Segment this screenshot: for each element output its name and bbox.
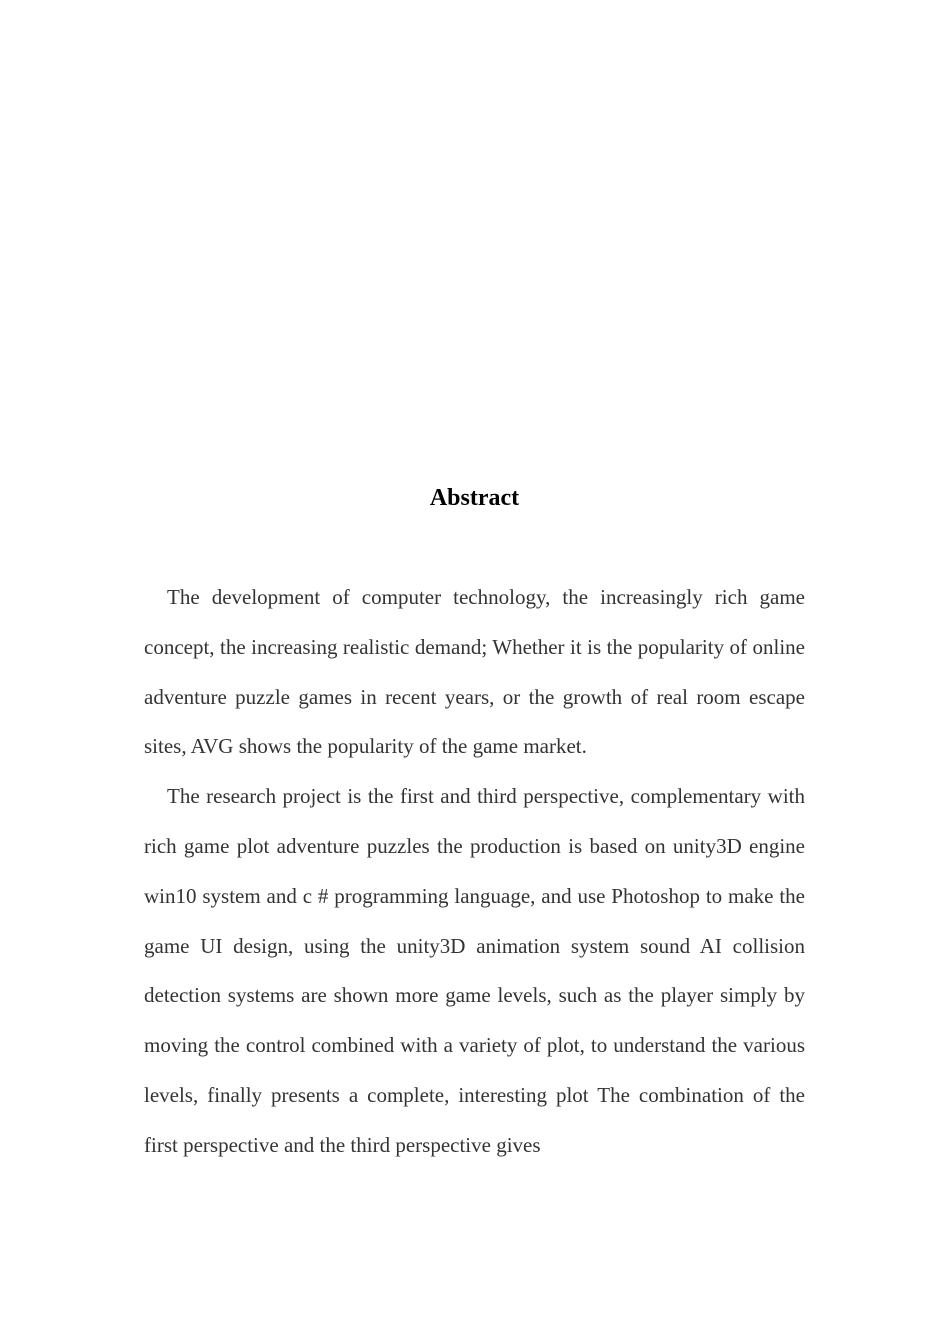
abstract-paragraph-1: The development of computer technology, the increasingly rich game concept, the increasing realistic demand; Whether it is the popularity of online adventure puzzle games in recent years, or the growth of real room escape sites, AVG shows the popularity of the game market.: [144, 585, 805, 759]
abstract-heading: Abstract: [429, 485, 520, 511]
abstract-paragraph-2: The research project is the first and third perspective, complementary with rich game plot adventure puzzles the production is based on unity3D engine win10 system and c # programming language, and use Photoshop to make the game UI design, using the unity3D animation system sound AI collision detection systems are shown more game levels, such as the player simply by moving the control combined with a variety of plot, to understand the various levels, finally presents a complete, interesting plot The combination of the first perspective and the third perspective gives: [144, 784, 805, 1157]
abstract-body: [144, 573, 805, 1171]
